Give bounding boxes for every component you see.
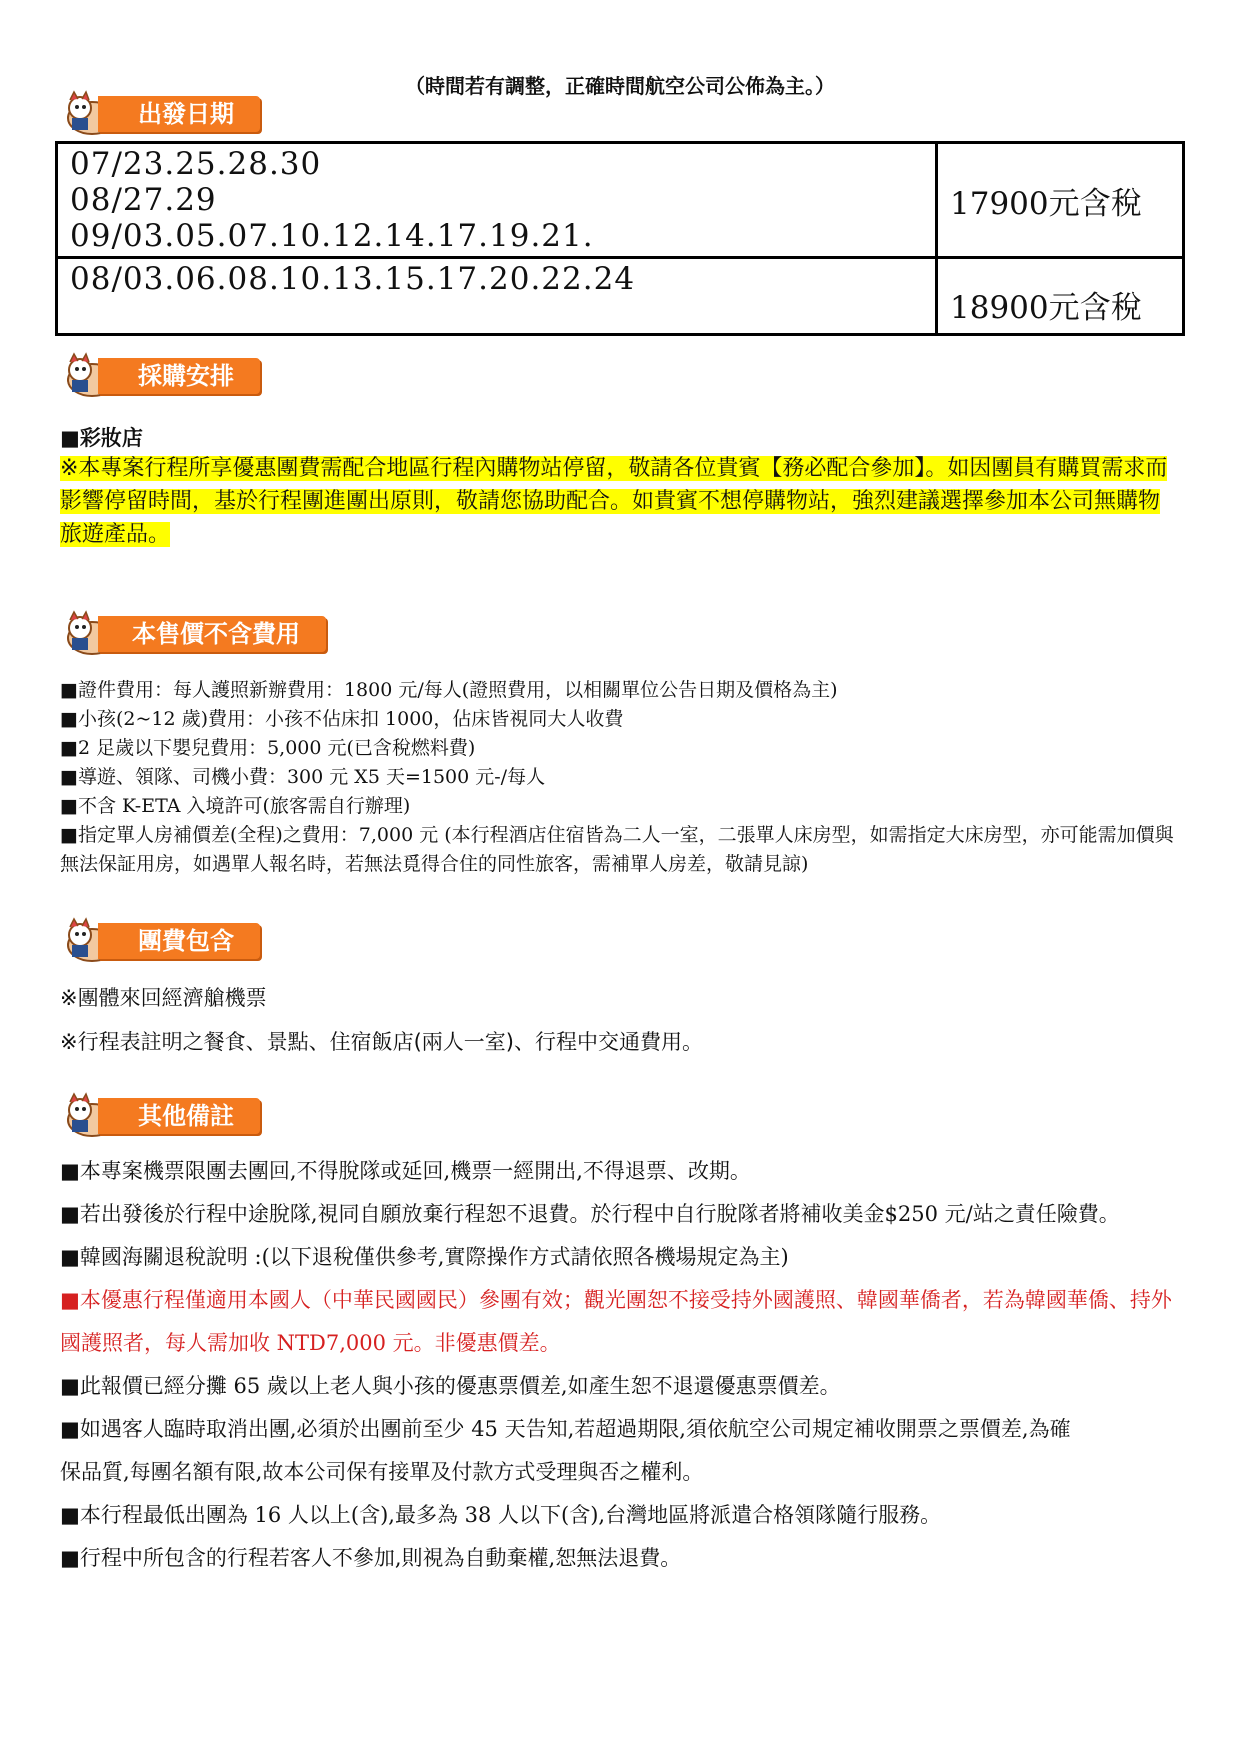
section-title: 採購安排 [98,358,260,394]
list-item: ※團體來回經濟艙機票 [60,986,267,1010]
date-cell [57,143,937,258]
list-item: ■行程中所包含的行程若客人不參加,則視為自動棄權,恕無法退費。 [60,1546,682,1570]
list-item: ■本行程最低出團為 16 人以上(含),最多為 38 人以下(含),台灣地區將派遣合格領隊隨行服務。 [60,1503,942,1527]
price-cell: 17900元含稅 [937,143,1184,258]
date-line: 08/27.29 [70,182,217,218]
list-item: ■韓國海關退稅說明 :(以下退稅僅供參考,實際操作方式請依照各機場規定為主) [60,1245,789,1269]
date-line: 08/03.06.08.10.13.15.17.20.22.24 [70,261,636,297]
departure-table [55,141,1185,336]
excluded-list [60,676,1180,879]
shopping-notice [60,452,1180,551]
section-title: 其他備註 [98,1098,260,1134]
list-item: ■不含 K-ETA 入境許可(旅客需自行辦理) [60,795,411,817]
list-item: ■導遊、領隊、司機小費：300 元 X5 天=1500 元-/每人 [60,766,546,788]
date-line: 09/03.05.07.10.12.14.17.19.21. [70,218,594,254]
list-item: ■此報價已經分攤 65 歲以上老人與小孩的優惠票價差,如產生恕不退還優惠票價差。 [60,1374,841,1398]
schedule-note: （時間若有調整，正確時間航空公司公佈為主。） [405,74,835,98]
list-item: ■若出發後於行程中途脫隊,視同自願放棄行程恕不退費。於行程中自行脫隊者將補收美金$250 元/站之責任險費。 [60,1202,1120,1226]
section-title: 團費包含 [98,923,260,959]
shopping-store: ■彩妝店 [60,426,143,450]
date-cell [57,258,937,335]
list-item: ■2 足歲以下嬰兒費用：5,000 元(已含稅燃料費) [60,737,476,759]
price-cell: 18900元含稅 [937,258,1184,335]
section-title: 出發日期 [98,96,260,132]
list-item: 保品質,每團名額有限,故本公司保有接單及付款方式受理與否之權利。 [60,1460,704,1484]
list-item: ※行程表註明之餐食、景點、住宿飯店(兩人一室)、行程中交通費用。 [60,1030,703,1054]
list-item: ■證件費用：每人護照新辦費用：1800 元/每人(證照費用，以相關單位公告日期及價格為主) [60,679,838,701]
list-item: ■本專案機票限團去團回,不得脫隊或延回,機票一經開出,不得退票、改期。 [60,1159,751,1183]
date-line: 07/23.25.28.30 [70,146,322,182]
list-item: ■小孩(2~12 歲)費用：小孩不佔床扣 1000，佔床皆視同大人收費 [60,708,624,730]
list-item: ■如遇客人臨時取消出團,必須於出團前至少 45 天告知,若超過期限,須依航空公司規定補收開票之票價差,為確 [60,1417,1071,1441]
table-row [57,258,1184,335]
included-list [60,976,1180,1064]
highlighted-text: ※本專案行程所享優惠團費需配合地區行程內購物站停留，敬請各位貴賓【務必配合參加】。如因團員有購買需求而影響停留時間，基於行程團進團出原則，敬請您協助配合。如貴賓不想停購物站，強烈建議選擇參加本公司無購物旅遊產品。 [60,456,1168,547]
list-item: ■指定單人房補價差(全程)之費用：7,000 元 (本行程酒店住宿皆為二人一室，二張單人床房型，如需指定大床房型，亦可能需加價與無法保証用房，如遇單人報名時，若無法覓得合住的同性旅客，需補單人房差，敬請見諒) [60,824,1174,875]
remarks-list [60,1150,1180,1580]
section-title: 本售價不含費用 [98,616,326,652]
list-item-warning: ■本優惠行程僅適用本國人（中華民國國民）參團有效；觀光團恕不接受持外國護照、韓國華僑者，若為韓國華僑、持外國護照者，每人需加收 NTD7,000 元。非優惠價差。 [60,1288,1172,1355]
table-row [57,143,1184,258]
